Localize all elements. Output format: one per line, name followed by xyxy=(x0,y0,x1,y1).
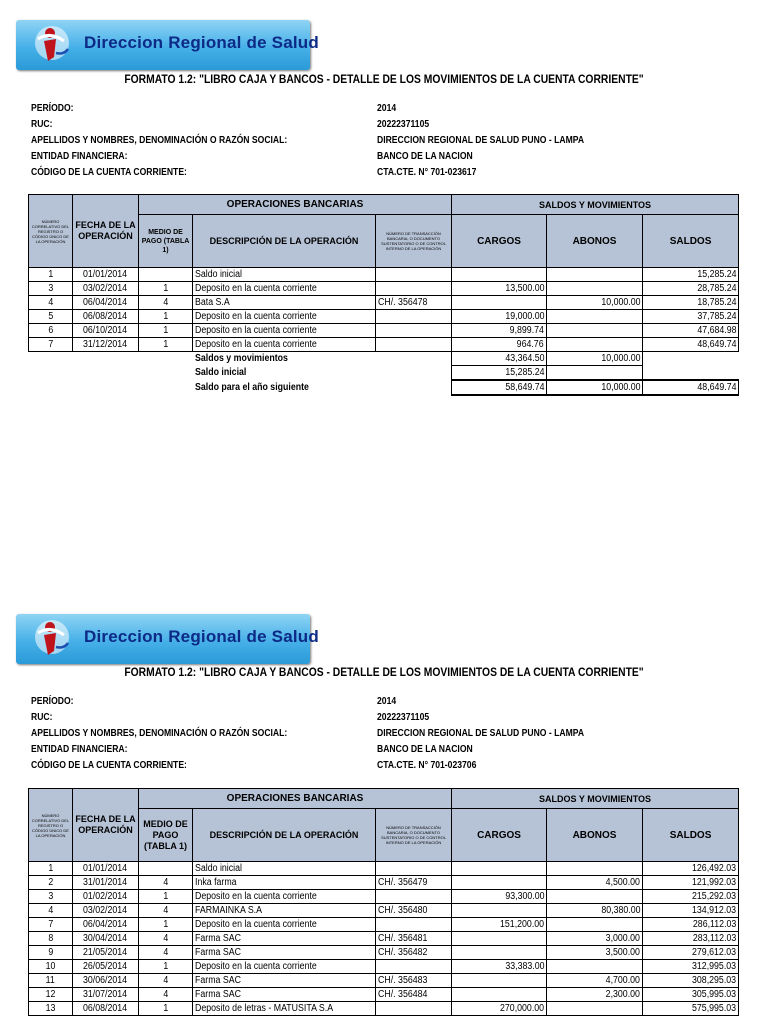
table-row xyxy=(29,296,739,310)
row-saldo: 15,285.24 xyxy=(696,268,737,280)
row-medio: 1 xyxy=(163,960,168,972)
table-row xyxy=(29,946,739,960)
row-medio: 4 xyxy=(163,932,168,944)
row-date: 06/08/2014 xyxy=(83,310,128,322)
row-doc: CH/. 356484 xyxy=(378,988,428,1000)
row-medio: 1 xyxy=(163,338,168,350)
row-doc: CH/. 356480 xyxy=(378,904,428,916)
row-number: 7 xyxy=(48,338,53,350)
row-medio: 4 xyxy=(163,974,168,986)
col-medio-pago: MEDIO DE PAGO (TABLA 1) xyxy=(139,215,193,268)
row-cargo: 270,000.00 xyxy=(499,1002,545,1014)
row-saldo: 28,785.24 xyxy=(696,282,737,294)
razon-label: APELLIDOS Y NOMBRES, DENOMINACIÓN O RAZÓN SOCIAL: xyxy=(31,135,288,146)
row-date: 01/01/2014 xyxy=(83,268,128,280)
col-fecha: FECHA DE LA OPERACIÓN xyxy=(73,195,139,268)
row-cargo: 9,899.74 xyxy=(509,324,545,336)
row-date: 03/02/2014 xyxy=(83,904,128,916)
table-row xyxy=(29,324,739,338)
col-saldos: SALDOS xyxy=(643,215,739,268)
col-saldos-movimientos: SALDOS Y MOVIMIENTOS xyxy=(452,195,739,215)
row-date: 06/04/2014 xyxy=(83,296,128,308)
logo-text: Direccion Regional de Salud xyxy=(84,33,319,52)
row-saldo: 18,785.24 xyxy=(696,296,737,308)
table-row xyxy=(29,862,739,876)
row-description: FARMAINKA S.A xyxy=(195,904,263,916)
col-num-transaccion: NÚMERO DE TRANSACCIÓN BANCARIA, O DOCUMENTO SUSTENTATORIO O DE CONTROL INTERNO DE LA OPERACIÓN xyxy=(376,809,452,862)
table-row xyxy=(29,890,739,904)
row-medio: 4 xyxy=(163,946,168,958)
row-saldo: 48,649.74 xyxy=(696,338,737,350)
row-number: 3 xyxy=(48,890,53,902)
dirección-regional-logo xyxy=(16,20,319,70)
row-date: 26/05/2014 xyxy=(83,960,128,972)
row-medio: 4 xyxy=(163,296,168,308)
entidad-label: ENTIDAD FINANCIERA: xyxy=(31,744,128,755)
row-saldo: 575,995.03 xyxy=(692,1002,737,1014)
row-date: 01/01/2014 xyxy=(83,862,128,874)
row-description: Farma SAC xyxy=(195,932,241,944)
cuenta-value: CTA.CTE. N° 701-023706 xyxy=(377,760,477,771)
health-emblem-icon xyxy=(30,617,74,661)
cuenta-label: CÓDIGO DE LA CUENTA CORRIENTE: xyxy=(31,760,187,771)
cuenta-value: CTA.CTE. N° 701-023617 xyxy=(377,167,477,178)
row-saldo: 279,612.03 xyxy=(692,946,737,958)
summary-cargo: 43,364.50 xyxy=(504,352,545,364)
col-operaciones: OPERACIONES BANCARIAS xyxy=(139,789,452,809)
page-title: FORMATO 1.2: "LIBRO CAJA Y BANCOS - DETALLE DE LOS MOVIMIENTOS DE LA CUENTA CORRIENTE" xyxy=(124,72,644,86)
table-row xyxy=(29,904,739,918)
row-saldo: 126,492.03 xyxy=(692,862,737,874)
row-abono: 2,300.00 xyxy=(605,988,641,1000)
row-medio: 1 xyxy=(163,282,168,294)
row-description: Deposito en la cuenta corriente xyxy=(195,338,317,350)
summary-row-movimientos xyxy=(29,352,739,366)
table-row xyxy=(29,310,739,324)
row-date: 31/07/2014 xyxy=(83,988,128,1000)
row-number: 9 xyxy=(48,946,53,958)
row-abono: 80,380.00 xyxy=(600,904,641,916)
summary-label: Saldo para el año siguiente xyxy=(194,381,309,393)
col-cargos: CARGOS xyxy=(452,215,547,268)
razon-value: DIRECCION REGIONAL DE SALUD PUNO - LAMPA xyxy=(377,135,585,146)
summary-cargo: 15,285.24 xyxy=(504,366,545,378)
row-saldo: 283,112.03 xyxy=(692,932,737,944)
row-number: 12 xyxy=(45,988,56,1000)
row-description: Saldo inicial xyxy=(195,862,242,874)
ledger-table-1 xyxy=(28,194,739,396)
row-saldo: 47,684.98 xyxy=(696,324,737,336)
row-date: 01/02/2014 xyxy=(83,890,128,902)
row-description: Deposito de letras - MATUSITA S.A xyxy=(195,1002,334,1014)
col-abonos: ABONOS xyxy=(547,809,643,862)
row-cargo: 19,000.00 xyxy=(504,310,545,322)
table-row xyxy=(29,974,739,988)
entidad-value: BANCO DE LA NACION xyxy=(377,744,473,755)
row-description: Deposito en la cuenta corriente xyxy=(195,960,317,972)
row-description: Deposito en la cuenta corriente xyxy=(195,282,317,294)
ruc-value: 20222371105 xyxy=(377,712,430,723)
row-date: 06/08/2014 xyxy=(83,1002,128,1014)
entidad-label: ENTIDAD FINANCIERA: xyxy=(31,151,128,162)
col-saldos: SALDOS xyxy=(643,809,739,862)
razon-label: APELLIDOS Y NOMBRES, DENOMINACIÓN O RAZÓN SOCIAL: xyxy=(31,728,288,739)
row-description: Deposito en la cuenta corriente xyxy=(195,310,317,322)
row-saldo: 215,292.03 xyxy=(692,890,737,902)
row-number: 6 xyxy=(48,324,53,336)
row-date: 31/01/2014 xyxy=(83,876,128,888)
row-doc: CH/. 356482 xyxy=(378,946,428,958)
col-numero: NÚMERO CORRELATIVO DEL REGISTRO O CÓDIGO ÚNICO DE LA OPERACIÓN xyxy=(29,195,73,268)
col-fecha: FECHA DE LA OPERACIÓN xyxy=(73,789,139,862)
col-descripcion: DESCRIPCIÓN DE LA OPERACIÓN xyxy=(193,809,376,862)
health-emblem-icon xyxy=(30,23,74,67)
period-label: PERÍODO: xyxy=(31,696,74,707)
razon-value: DIRECCION REGIONAL DE SALUD PUNO - LAMPA xyxy=(377,728,585,739)
summary-label: Saldo inicial xyxy=(194,366,246,378)
table-row xyxy=(29,960,739,974)
table-row xyxy=(29,918,739,932)
summary-row-saldo-siguiente xyxy=(29,380,739,395)
row-date: 06/04/2014 xyxy=(83,918,128,930)
row-number: 3 xyxy=(48,282,53,294)
page-title: FORMATO 1.2: "LIBRO CAJA Y BANCOS - DETALLE DE LOS MOVIMIENTOS DE LA CUENTA CORRIENTE" xyxy=(124,665,644,679)
row-saldo: 312,995.03 xyxy=(692,960,737,972)
row-cargo: 13,500.00 xyxy=(504,282,545,294)
row-number: 4 xyxy=(48,296,53,308)
table-row xyxy=(29,932,739,946)
ledger-table-2 xyxy=(28,788,739,1016)
row-cargo: 33,383.00 xyxy=(504,960,545,972)
table-row xyxy=(29,282,739,296)
row-number: 13 xyxy=(45,1002,56,1014)
table-row xyxy=(29,268,739,282)
row-cargo: 964.76 xyxy=(517,338,545,350)
entidad-value: BANCO DE LA NACION xyxy=(377,151,473,162)
row-date: 31/12/2014 xyxy=(83,338,128,350)
summary-abono: 10,000.00 xyxy=(600,352,641,364)
period-value: 2014 xyxy=(377,696,397,707)
summary-abono: 10,000.00 xyxy=(600,381,641,393)
row-description: Inka farma xyxy=(195,876,237,888)
row-medio: 4 xyxy=(163,988,168,1000)
row-description: Farma SAC xyxy=(195,946,241,958)
table-row xyxy=(29,988,739,1002)
row-description: Deposito en la cuenta corriente xyxy=(195,890,317,902)
row-description: Farma SAC xyxy=(195,988,241,1000)
row-medio: 1 xyxy=(163,890,168,902)
row-description: Saldo inicial xyxy=(195,268,242,280)
row-description: Deposito en la cuenta corriente xyxy=(195,324,317,336)
summary-label: Saldos y movimientos xyxy=(194,352,288,364)
header-info xyxy=(31,694,731,774)
row-number: 8 xyxy=(48,932,53,944)
row-description: Deposito en la cuenta corriente xyxy=(195,918,317,930)
row-description: Bata S.A xyxy=(195,296,230,308)
row-doc: CH/. 356483 xyxy=(378,974,428,986)
row-abono: 10,000.00 xyxy=(600,296,641,308)
period-label: PERÍODO: xyxy=(31,103,74,114)
row-medio: 4 xyxy=(163,876,168,888)
row-abono: 4,500.00 xyxy=(605,876,641,888)
row-doc: CH/. 356481 xyxy=(378,932,428,944)
row-medio: 1 xyxy=(163,324,168,336)
row-medio: 1 xyxy=(163,1002,168,1014)
row-abono: 4,700.00 xyxy=(605,974,641,986)
table-row xyxy=(29,338,739,352)
row-date: 06/10/2014 xyxy=(83,324,128,336)
row-saldo: 121,992.03 xyxy=(692,876,737,888)
col-operaciones: OPERACIONES BANCARIAS xyxy=(139,195,452,215)
row-saldo: 134,912.03 xyxy=(692,904,737,916)
row-number: 10 xyxy=(45,960,56,972)
row-medio: 4 xyxy=(163,904,168,916)
row-saldo: 305,995.03 xyxy=(692,988,737,1000)
summary-saldo: 48,649.74 xyxy=(696,381,737,393)
row-date: 21/05/2014 xyxy=(83,946,128,958)
row-saldo: 37,785.24 xyxy=(696,310,737,322)
dirección-regional-logo xyxy=(16,614,319,664)
row-saldo: 308,295.03 xyxy=(692,974,737,986)
row-description: Farma SAC xyxy=(195,974,241,986)
row-date: 30/06/2014 xyxy=(83,974,128,986)
row-number: 1 xyxy=(48,862,53,874)
row-abono: 3,500.00 xyxy=(605,946,641,958)
row-number: 7 xyxy=(48,918,53,930)
header-info xyxy=(31,101,731,181)
period-value: 2014 xyxy=(377,103,397,114)
row-medio: 1 xyxy=(163,918,168,930)
row-medio: 1 xyxy=(163,310,168,322)
summary-row-saldo-inicial xyxy=(29,366,739,381)
row-number: 5 xyxy=(48,310,53,322)
row-number: 11 xyxy=(45,974,56,986)
row-cargo: 151,200.00 xyxy=(499,918,545,930)
table-row xyxy=(29,1002,739,1016)
row-doc: CH/. 356478 xyxy=(378,296,428,308)
col-descripcion: DESCRIPCIÓN DE LA OPERACIÓN xyxy=(193,215,376,268)
row-date: 30/04/2014 xyxy=(83,932,128,944)
row-number: 1 xyxy=(48,268,53,280)
row-number: 4 xyxy=(48,904,53,916)
cuenta-label: CÓDIGO DE LA CUENTA CORRIENTE: xyxy=(31,167,187,178)
logo-text: Direccion Regional de Salud xyxy=(84,627,319,646)
ruc-value: 20222371105 xyxy=(377,119,430,130)
ruc-label: RUC: xyxy=(31,119,53,130)
row-cargo: 93,300.00 xyxy=(504,890,545,902)
ruc-label: RUC: xyxy=(31,712,53,723)
col-saldos-movimientos: SALDOS Y MOVIMIENTOS xyxy=(452,789,739,809)
col-numero: NÚMERO CORRELATIVO DEL REGISTRO O CÓDIGO ÚNICO DE LA OPERACIÓN xyxy=(29,789,73,862)
col-medio-pago: MEDIO DE PAGO (TABLA 1) xyxy=(139,809,193,862)
row-abono: 3,000.00 xyxy=(605,932,641,944)
col-num-transaccion: NÚMERO DE TRANSACCIÓN BANCARIA, O DOCUMENTO SUSTENTATORIO O DE CONTROL INTERNO DE LA OPERACIÓN xyxy=(376,215,452,268)
col-abonos: ABONOS xyxy=(547,215,643,268)
table-row xyxy=(29,876,739,890)
row-doc: CH/. 356479 xyxy=(378,876,428,888)
row-number: 2 xyxy=(48,876,53,888)
row-date: 03/02/2014 xyxy=(83,282,128,294)
col-cargos: CARGOS xyxy=(452,809,547,862)
summary-cargo: 58,649.74 xyxy=(504,381,545,393)
row-saldo: 286,112.03 xyxy=(692,918,737,930)
